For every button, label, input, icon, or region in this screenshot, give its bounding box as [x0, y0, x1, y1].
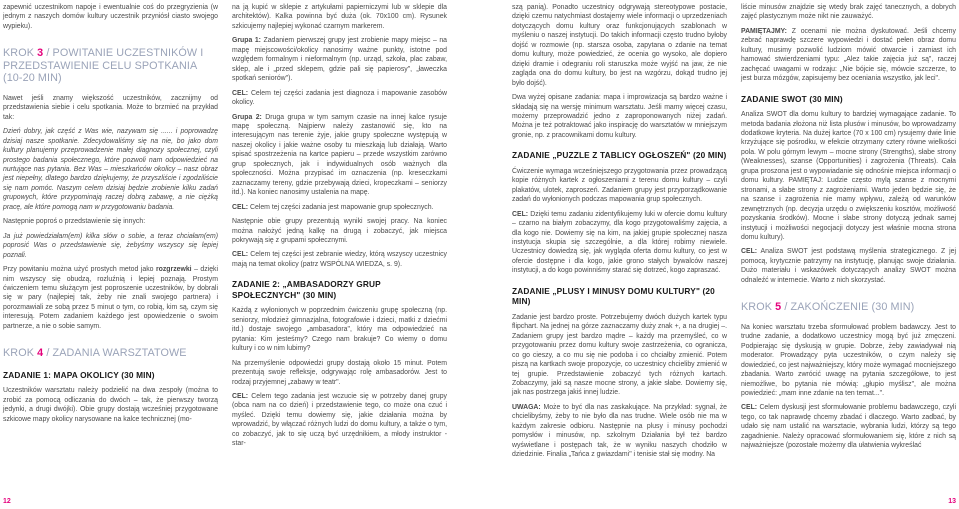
note-label: UWAGA: — [512, 403, 541, 411]
text-run: – dzięki nim wszyscy się obudzą, rozluźnią i lepiej poznają. Prostym ćwiczeniem temu służącym jest poproszenie uczestników, by dobrali się w pary (najlepiej tak, żeby nie znali swojego partnera) i porozmawiali ze sobą przez 5 minut o tym, co robią, kim są, czym się interesują. Potem zadaniem każdego jest opowiedzenie o swoim partnerze, a nie o sobie samym. — [3, 266, 219, 330]
goal-label: CEL: — [232, 203, 249, 211]
text-run: Analiza SWOT jest podstawą myślenia strategicznego. Z jej pomocą, krytycznie patrzymy na instytucję, planując swoje działania. Dużo materiału i wskazówek dotyczących analizy SWOT można odnaleźć w internecie. Warto z nich skorzystać. — [741, 248, 956, 284]
group-1-paragraph — [232, 36, 447, 83]
goal-label: CEL: — [741, 404, 758, 412]
right-page-column-2 — [741, 3, 956, 456]
text-run: Celem tej części jest zebranie wiedzy, którą wszyscy uczestnicy mają na temat okolicy (patrz WSPÓLNA WIEDZA, s. 9). — [232, 251, 447, 268]
krok-4-heading: KROK 4 / ZADANIA WARSZTATOWE — [3, 347, 187, 360]
krok-3-title: / POWITANIE UCZESTNIKÓW I PRZEDSTAWIENIE CELU SPOTKANIA (10-20 MIN) — [3, 47, 204, 85]
task-2-heading: ZADANIE 2: „AMBASADORZY GRUP SPOŁECZNYCH" (30 MIN) — [232, 279, 381, 300]
task-1-heading: ZADANIE 1: MAPA OKOLICY (30 MIN) — [3, 369, 155, 380]
goal-label: CEL: — [232, 392, 249, 400]
paragraph: Następnie obie grupy prezentują wyniki swojej pracy. Na koniec można nałożyć jedną kalkę na drugą i zobaczyć, jak miejsca pokrywają się z grupami społecznymi. — [232, 218, 447, 244]
krok-5-heading: KROK 5 / ZAKOŃCZENIE (30 MIN) — [741, 301, 915, 314]
reminder-paragraph — [741, 27, 956, 84]
page-number-left: 12 — [3, 498, 11, 505]
paragraph: Zadanie jest bardzo proste. Potrzebujemy dwóch dużych kartek typu flipchart. Na jednej na górze zaznaczamy duży znak +, a na drugiej –. Zadaniem grupy jest bardzo mądre – każdy ma przemyśleć, co w przygotowaniu przez domu kultury swoje zastrzeżenia, co ogranicza, co go cieszy, a co mu się nie podoba i co chciałby zmienić. Potem piszą na kartkach swoje propozycje, co uczestnicy chcieliby zmienić w tej grupie. Przedstawienie zobaczyć tych różnych kartach. Zobaczymy, jaki są nasze mocne strony, a jakie słabe. Dowiemy się, jak nas postrzega jakiś innej ludzie. — [512, 313, 727, 397]
group-label: Grupa 1: — [232, 37, 261, 45]
quote-paragraph: Dzień dobry, jak część z Was wie, nazywam się ...... i poprowadzę dzisiaj nasze spotkanie. Zdecydowaliśmy się na nie, bo jako dom kultury planujemy przeprowadzenie małej diagnozy społecznej, czyli prostego badania społecznego, które pozwoli nam odpowiedzieć na nurtujące nas pytania. Bez Was – mieszkańców okolicy – nasz obraz jest niepełny, dlatego bardzo dziękujemy, że przyszliście i zgodziliście się nam pomóc. Naszym celem dzisiaj będzie zrobienie kilku zadań grupowych, które przypominają raczej dobrą zabawę, a nie ciężką pracę, ale które pomogą nam w przygotowaniu badania. — [3, 128, 218, 211]
goal-paragraph — [512, 210, 727, 276]
paragraph: Uczestników warsztatu należy podzielić na dwa zespoły (można to zrobić za pomocą odliczania do dwóch – tak, że pierwszy tworzą jedynki, a drugi dwójki). Obie grupy dostają wcześniej przygotowane szkicowe mapy okolicy narysowane na kalce technicznej (mo- — [3, 387, 218, 423]
right-page-column-1 — [512, 3, 727, 465]
goal-paragraph — [232, 392, 447, 449]
paragraph: Na koniec warsztatu trzeba sformułować problem badawczy. Jest to trudne zadanie, a dodatkowo uczestnicy mogą być już zmęczeni. Podpierając się dyskusją w grupie. Dobrze, żeby zawiadywał nią moderator. Prowadzący pyta uczestników, o czym należy się dowiedzieć, co jest najważniejszy, który może wymagać mocniejszego zbadania. Warto zwrócić uwagę na pytania szczegółowe, to jest niemożliwe, bo pytania nie mówią: „głupio myślisz", ale można powiedzieć: „mam inne zdanie na ten temat...". — [741, 323, 956, 397]
text-run: Celem dyskusji jest sformułowanie problemu badawczego, czyli tego, co tak naprawdę chcemy zbadać i dlaczego. Warto zadbać, by udało się nam ustalić na warsztacie, wybrania ludzi, którzy są tego zagadnienie. Należy opracować sformułowaniem się, które z nich są najważniejsze (pozostałe możemy dla ułatwienia wykreślać — [741, 404, 956, 450]
text-run: Z ocenami nie można dyskutować. Jeśli chcemy zebrać naprawdę szczere wypowiedzi i dostać pełen obraz domu kultury, musimy pozwolić ludziom mówić otwarcie i zamiast ich hamować stwierdzeniami typu: „Alez takie zajęcia już są", raczej zachęcać uwagami w rodzaju: „Nie bójcie się, mówcie szczerze, to jest burza mózgów, zapisujemy bez oceniania wszystko, jak leci". — [741, 27, 956, 83]
paragraph: na ją kupić w sklepie z artykułami papierniczymi lub w sklepie dla architektów). Kalka powinna być duża (ok. 70x100 cm). Rysunek szkicujemy najlepiej wykonać czarnym markerem. — [232, 4, 447, 30]
goal-paragraph — [232, 203, 447, 212]
paragraph — [3, 265, 218, 331]
text-run: Dzięki temu zadaniu zidentyfikujemy luki w ofercie domu kultury – czarno na białym zobaczymy, dla kogo przygotowaliśmy zajęcia, a dla kogo nie. Dowiemy się na kim, na jakiej grupie społecznej nasza instytucja skupia się szczególnie, a dla której robimy niewiele. Uczestnicy dowiedzą się, jak wygląda oferta domu kultury, co jest w ofercie dostępne i dla kogo, jakie grono stałych bywalców naszej instytucji, a do kogo powinniśmy starać się dotrzeć, kogo zapraszać. — [512, 210, 727, 275]
paragraph: liście minusów znajdzie się wtedy brak zajęć tanecznych, a dobrych zajęć plastycznym może nikt nie zauważyć. — [741, 4, 956, 21]
krok-3-number: 3 — [37, 47, 44, 60]
page-number-right: 13 — [948, 498, 956, 505]
task-puzzle-heading: ZADANIE „PUZZLE Z TABLICY OGŁOSZEŃ" (20 MIN) — [512, 150, 727, 161]
goal-label: CEL: — [512, 210, 529, 218]
note-paragraph — [512, 403, 727, 460]
goal-label: CEL: — [741, 248, 758, 256]
text-run: Przy powitaniu można użyć prostych metod jako — [3, 266, 156, 274]
krok-4-number: 4 — [37, 347, 44, 360]
text-run: Może to być dla nas zaskakujące. Na przykład: sygnał, że chcielibyśmy, żeby to nie było dla nas trudne. Wiele osób nie ma w każdym zakresie odbioru. Następnie na plusy i minusy pochodzi pomysłów i minusów, np. szkolnym Działania był też bardzo wyświetlane i postępach tak, że w wyniku naszych chodziło w dziedzinie. Finalia „Tańca z gwiazdami" i tenisie stał się modny. Na — [512, 403, 727, 459]
krok-3-heading: KROK 3 / POWITANIE UCZESTNIKÓW I PRZEDSTAWIENIE CELU SPOTKANIA (10-20 MIN) — [3, 47, 204, 85]
text-run: Celem tej części zadania jest diagnoza i mapowanie zasobów okolicy. — [232, 89, 447, 107]
left-page-column-1 — [3, 3, 218, 429]
text-run: Zadaniem pierwszej grupy jest zrobienie mapy miejsc – na mapę miejscowości/okolicy nanosimy ważne punkty, istotne pod względem formalnym i nieformalnym (np. urząd, szkoła, plac zabaw, sklep, ale i „przed sklepem, gdzie pali się papierosy", „ławeczka spotkań seniorów"). — [232, 37, 447, 83]
goal-paragraph — [741, 403, 956, 450]
group-2-paragraph — [232, 113, 447, 198]
paragraph: Na przemyślenie odpowiedzi grupy dostają około 15 minut. Potem prezentują swoje refleksje, odgrywając rolę ambasadorów. Jest to rodzaj przyjemnej „zabawy w teatr". — [232, 359, 447, 386]
text-run: Druga grupa w tym samym czasie na innej kalce rysuje mapę społeczną. Najpierw należy zastanowić się, kto na interesującym nas terenie żyje, jakie grupy społeczne występują w naszej okolicy i jakie ważne osoby tu mieszkają lub działają. Warto spisać spostrzeżenia na kartce papieru – przede wszystkim zarówno grup społecznych, jak i indywidualnych osób ważnych dla społeczności. Można przypisać im oznaczenia (np. kreseczkami zaznaczamy tereny, gdzie przebywają dzieci, kropeczkami – seniorzy itd.). Na koniec nanosimy ustalenia na mapę. — [232, 113, 447, 197]
paragraph: szą panią). Ponadto uczestnicy odgrywają stereotypowe postacie, dzięki czemu natychmiast dostajemy wiele informacji o uprzedzeniach dotyczących domu kultury oraz funkcjonujących szablonach w myśleniu o naszej instytucji. Do takich informacji często trudno byłoby dojść w rozmowie (np. starsza osoba, zapytana o zdanie na temat domu kultury, może powiedzieć, że ocenia go wysoko, ale dopiero dzięki dramie i odegraniu roli staruszka może wyjść na jaw, że nie zagląda ona do domu kultury, bo jest na wzgórzu, dokąd trudno jej było dojść). — [512, 4, 727, 87]
paragraph: Analiza SWOT dla domu kultury to bardziej wymagające zadanie. To metoda badania złożona niż lista plusów i minusów, bo wprowadzamy dodatkowe kryteria. Na dużej kartce (70 x 100 cm) rysujemy dwie linie krzyżujące się pośrodku, w efekcie otrzymany cztery równe wielkości pola. W polu górnym lewym – mocne strony (Strengths), słabe strony (Weaknesses), szanse (Opportunities) i zagrożenia (Threats). Cała grupa proszona jest o wypowiadanie się odnośnie miejsca informacji o domu kultury. PAMIĘTAJ: Ludzie często mylą szanse z mocnymi stronami, a słabe strony z zagrożeniami. Warto jeden będzie się, że na szanse i zagrożenia nie mamy wpływu, zależą od warunków zewnętrznych (np. decyzja urzędu o zwiększeniu kosztów, możliwość pozyskania środków). Mocne i słabe strony dotyczą jednak samej instytucji i możliwości negocjacji dotyczy jest właśnie mocna strona domu kultury). — [741, 111, 956, 242]
paragraph: Następnie poproś o przedstawienie się innych: — [3, 218, 146, 226]
left-page-column-2 — [232, 3, 447, 454]
text-run: Celem tego zadania jest wczucie się w potrzeby danej grupy (obca nam na co dzień) i przedstawienie tego, co może ona czuć i myśleć. Dzięki temu dowiemy się, jakie działania można by wprowadzić, by włączać różnych ludzi do domu kultury, a także o tym, co zobaczyć, jak to się uczą być urzędnikiem, a młody instruktor - star- — [232, 392, 447, 448]
task-plus-minus-heading: ZADANIE „PLUSY I MINUSY DOMU KULTURY" (20 MIN) — [512, 285, 715, 307]
goal-paragraph — [232, 89, 447, 108]
goal-label: CEL: — [232, 89, 249, 97]
goal-paragraph — [232, 250, 447, 269]
paragraph: Każdą z wyłonionych w poprzednim ćwiczeniu grupę społeczną (np. seniorzy, młodzież gimnazjalna, fotografowie i dzieci, matki z dziećmi itd.) dostaje swojego „ambasadora", który ma odpowiedzieć na pytania: Kim jesteśmy? Czego nam brakuje? Co wiemy o domu kultury i co w nim lubimy? — [232, 307, 447, 353]
text-run: Celem tej części zadania jest mapowanie grup społecznych. — [248, 203, 434, 211]
group-label: Grupa 2: — [232, 113, 262, 121]
intro-paragraph: zapewnić uczestnikom napoje i ewentualnie coś do przegryzienia (w jednym z naszych domów kultury uczestnik przyniósł ciasto swojego wypieku). — [3, 4, 218, 30]
goal-paragraph — [741, 247, 956, 285]
goal-label: CEL: — [232, 251, 249, 259]
task-swot-heading: ZADANIE SWOT (30 MIN) — [741, 93, 843, 104]
krok-5-title: / ZAKOŃCZENIE (30 MIN) — [784, 301, 915, 314]
paragraph: Nawet jeśli znamy większość uczestników, zacznijmy od przedstawienia siebie i celu spotkania. Może to brzmieć na przykład tak: — [3, 94, 218, 121]
paragraph: Ćwiczenie wymaga wcześniejszego przygotowania przez prowadzącą kopie różnych kartek z ogłoszeniami z terenu domu kultury – czyli plakatów, ulotek, zaproszeń. Zadaniem grupy jest przyporządkowanie zadań do wyłonionych podczas mapowania grup społecznych. — [512, 167, 727, 204]
quote-paragraph: Ja już powiedziałam(em) kilka słów o sobie, a teraz chciałam(em) poprosić Was o przedstawienie się, żebyśmy wszyscy się lepiej poznali. — [3, 232, 218, 259]
krok-5-number: 5 — [775, 301, 782, 314]
paragraph: Dwa wyżej opisane zadania: mapa i improwizacja są bardzo ważne i składają się na wersję minimum warsztatu. Jeśli mamy więcej czasu, możemy przeprowadzić jedno z zaproponowanych niżej zadań. Można je też potraktować jako inspirację do warsztatów w mniejszym gronie, np. z pracownikami domu kultury. — [512, 94, 727, 139]
bold-term: rozgrzewki — [155, 266, 192, 274]
reminder-label: PAMIĘTAJMY: — [741, 27, 787, 35]
krok-4-title: / ZADANIA WARSZTATOWE — [46, 347, 187, 360]
